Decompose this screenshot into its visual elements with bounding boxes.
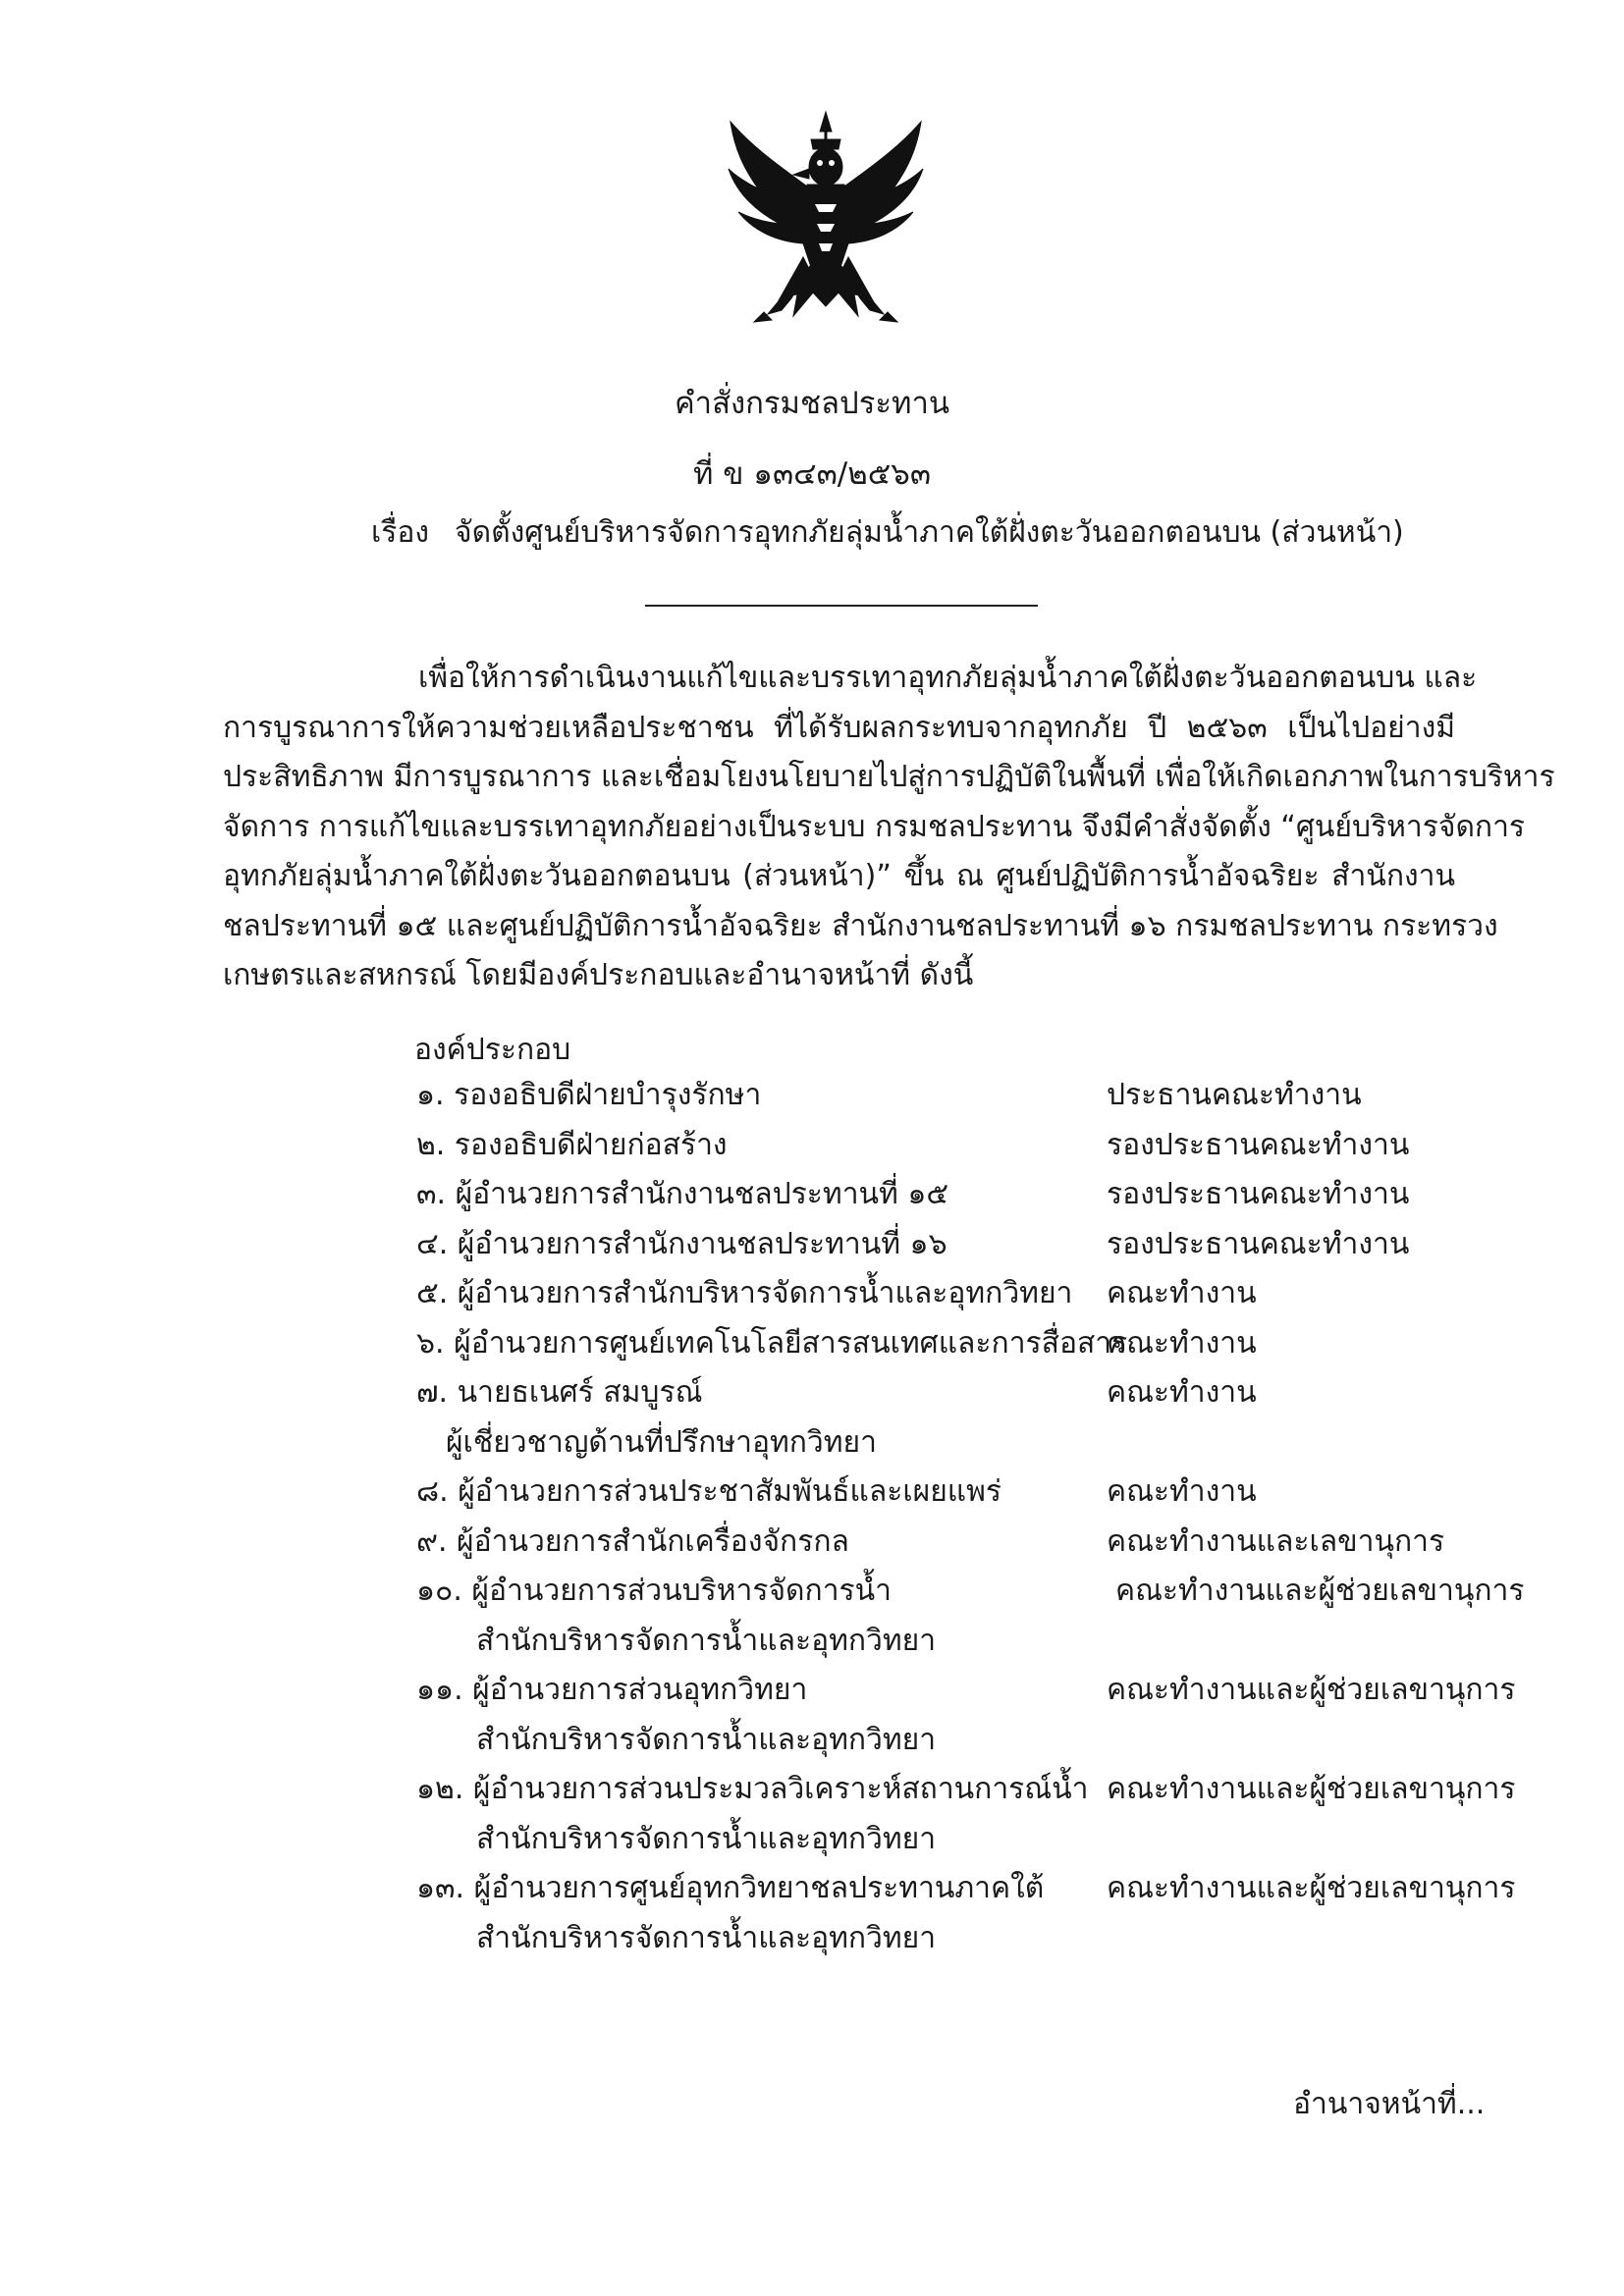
member-role: รองประธานคณะทำงาน bbox=[1107, 1226, 1410, 1261]
member-role: รองประธานคณะทำงาน bbox=[1107, 1127, 1410, 1162]
member-name: ๖. ผู้อำนวยการศูนย์เทคโนโลยีสารสนเทศและการสื่อสาร bbox=[416, 1325, 1128, 1361]
member-name: ๗. นายธเนศร์ สมบูรณ์ bbox=[416, 1375, 703, 1410]
member-subline: สำนักบริหารจัดการน้ำและอุทกวิทยา bbox=[476, 1623, 937, 1658]
member-row bbox=[416, 1369, 1477, 1419]
member-subline: ผู้เชี่ยวชาญด้านที่ปรึกษาอุทกวิทยา bbox=[446, 1424, 877, 1460]
subject-line bbox=[371, 509, 1404, 556]
member-role: คณะทำงานและผู้ช่วยเลขานุการ bbox=[1115, 1574, 1525, 1608]
intro-paragraph bbox=[223, 654, 1555, 1001]
garuda-emblem-icon bbox=[725, 110, 927, 328]
member-name: ๑. รองอธิบดีฝ่ายบำรุงรักษา bbox=[416, 1078, 762, 1112]
member-name: ๕. ผู้อำนวยการสำนักบริหารจัดการน้ำและอุทกวิทยา bbox=[416, 1276, 1073, 1310]
member-role: คณะทำงานและผู้ช่วยเลขานุการ bbox=[1107, 1871, 1516, 1905]
member-name: ๔. ผู้อำนวยการสำนักงานชลประทานที่ ๑๖ bbox=[416, 1226, 947, 1261]
member-subline: สำนักบริหารจัดการน้ำและอุทกวิทยา bbox=[476, 1920, 937, 1955]
member-name: ๓. ผู้อำนวยการสำนักงานชลประทานที่ ๑๕ bbox=[416, 1177, 949, 1211]
member-name: ๘. ผู้อำนวยการส่วนประชาสัมพันธ์และเผยแพร่ bbox=[416, 1474, 1002, 1509]
member-subline-row bbox=[416, 1419, 1477, 1469]
member-name: ๑๓. ผู้อำนวยการศูนย์อุทกวิทยาชลประทานภาคใต้ bbox=[416, 1871, 1045, 1905]
member-role: รองประธานคณะทำงาน bbox=[1107, 1177, 1410, 1211]
divider-line bbox=[645, 605, 1038, 607]
member-name: ๙. ผู้อำนวยการสำนักเครื่องจักรกล bbox=[416, 1523, 849, 1559]
member-row bbox=[416, 1865, 1516, 1915]
member-role: คณะทำงานและผู้ช่วยเลขานุการ bbox=[1107, 1673, 1516, 1707]
member-row bbox=[416, 1072, 1477, 1122]
member-name: ๑๐. ผู้อำนวยการส่วนบริหารจัดการน้ำ bbox=[416, 1574, 893, 1608]
order-number: ที่ ข ๑๓๔๓/๒๕๖๓ bbox=[692, 456, 932, 492]
member-name: ๒. รองอธิบดีฝ่ายก่อสร้าง bbox=[416, 1127, 728, 1162]
subject-label: เรื่อง bbox=[371, 515, 430, 550]
member-role: คณะทำงาน bbox=[1107, 1375, 1257, 1410]
member-subline: สำนักบริหารจัดการน้ำและอุทกวิทยา bbox=[476, 1821, 937, 1856]
member-role: คณะทำงานและผู้ช่วยเลขานุการ bbox=[1107, 1772, 1516, 1806]
member-row bbox=[416, 1320, 1477, 1370]
member-row bbox=[416, 1221, 1477, 1271]
continuation-text: อำนาจหน้าที่... bbox=[1293, 2087, 1486, 2121]
member-row bbox=[416, 1766, 1516, 1816]
member-row bbox=[416, 1468, 1477, 1519]
member-list bbox=[416, 1072, 1525, 1964]
member-row bbox=[416, 1122, 1477, 1172]
intro-line: จัดการ การแก้ไขและบรรเทาอุทกภัยอย่างเป็นระบบ กรมชลประทาน จึงมีคำสั่งจัดตั้ง “ศูนย์บริหารจัดการ bbox=[223, 809, 1526, 844]
intro-line: ประสิทธิภาพ มีการบูรณาการ และเชื่อมโยงนโยบายไปสู่การปฏิบัติในพื้นที่ เพื่อให้เกิดเอกภาพในการบริหาร bbox=[223, 760, 1555, 794]
member-row bbox=[416, 1270, 1477, 1320]
member-role: คณะทำงาน bbox=[1107, 1325, 1257, 1361]
member-role: ประธานคณะทำงาน bbox=[1107, 1078, 1362, 1112]
member-role: คณะทำงาน bbox=[1107, 1276, 1257, 1310]
member-row bbox=[416, 1171, 1477, 1221]
member-role: คณะทำงาน bbox=[1107, 1474, 1257, 1509]
member-subline: สำนักบริหารจัดการน้ำและอุทกวิทยา bbox=[476, 1722, 937, 1757]
member-name: ๑๒. ผู้อำนวยการส่วนประมวลวิเคราะห์สถานการณ์น้ำ bbox=[416, 1772, 1089, 1806]
composition-heading: องค์ประกอบ bbox=[414, 1033, 571, 1067]
member-subline-row bbox=[416, 1717, 1477, 1767]
member-name: ๑๑. ผู้อำนวยการส่วนอุทกวิทยา bbox=[416, 1673, 808, 1707]
order-title: คำสั่งกรมชลประทาน bbox=[674, 386, 950, 421]
member-subline-row bbox=[416, 1816, 1477, 1866]
member-row bbox=[416, 1519, 1477, 1569]
member-role: คณะทำงานและเลขานุการ bbox=[1107, 1523, 1445, 1559]
intro-line: เพื่อให้การดำเนินงานแก้ไขและบรรเทาอุทกภัยลุ่มน้ำภาคใต้ฝั่งตะวันออกตอนบน และ bbox=[418, 661, 1478, 695]
member-row bbox=[416, 1568, 1525, 1618]
intro-line: การบูรณาการให้ความช่วยเหลือประชาชน ที่ได้รับผลกระทบจากอุทกภัย ปี ๒๕๖๓ เป็นไปอย่างมี bbox=[223, 710, 1455, 745]
subject-text: จัดตั้งศูนย์บริหารจัดการอุทกภัยลุ่มน้ำภาคใต้ฝั่งตะวันออกตอนบน (ส่วนหน้า) bbox=[455, 515, 1404, 550]
member-subline-row bbox=[416, 1618, 1477, 1668]
member-subline-row bbox=[416, 1915, 1477, 1965]
intro-line: อุทกภัยลุ่มน้ำภาคใต้ฝั่งตะวันออกตอนบน (ส่วนหน้า)” ขึ้น ณ ศูนย์ปฏิบัติการน้ำอัจฉริยะ สำนักงาน bbox=[223, 859, 1455, 893]
intro-line: ชลประทานที่ ๑๕ และศูนย์ปฏิบัติการน้ำอัจฉริยะ สำนักงานชลประทานที่ ๑๖ กรมชลประทาน กระทรวง bbox=[223, 908, 1498, 943]
intro-line: เกษตรและสหกรณ์ โดยมีองค์ประกอบและอำนาจหน้าที่ ดังนี้ bbox=[223, 958, 974, 992]
member-row bbox=[416, 1667, 1516, 1717]
